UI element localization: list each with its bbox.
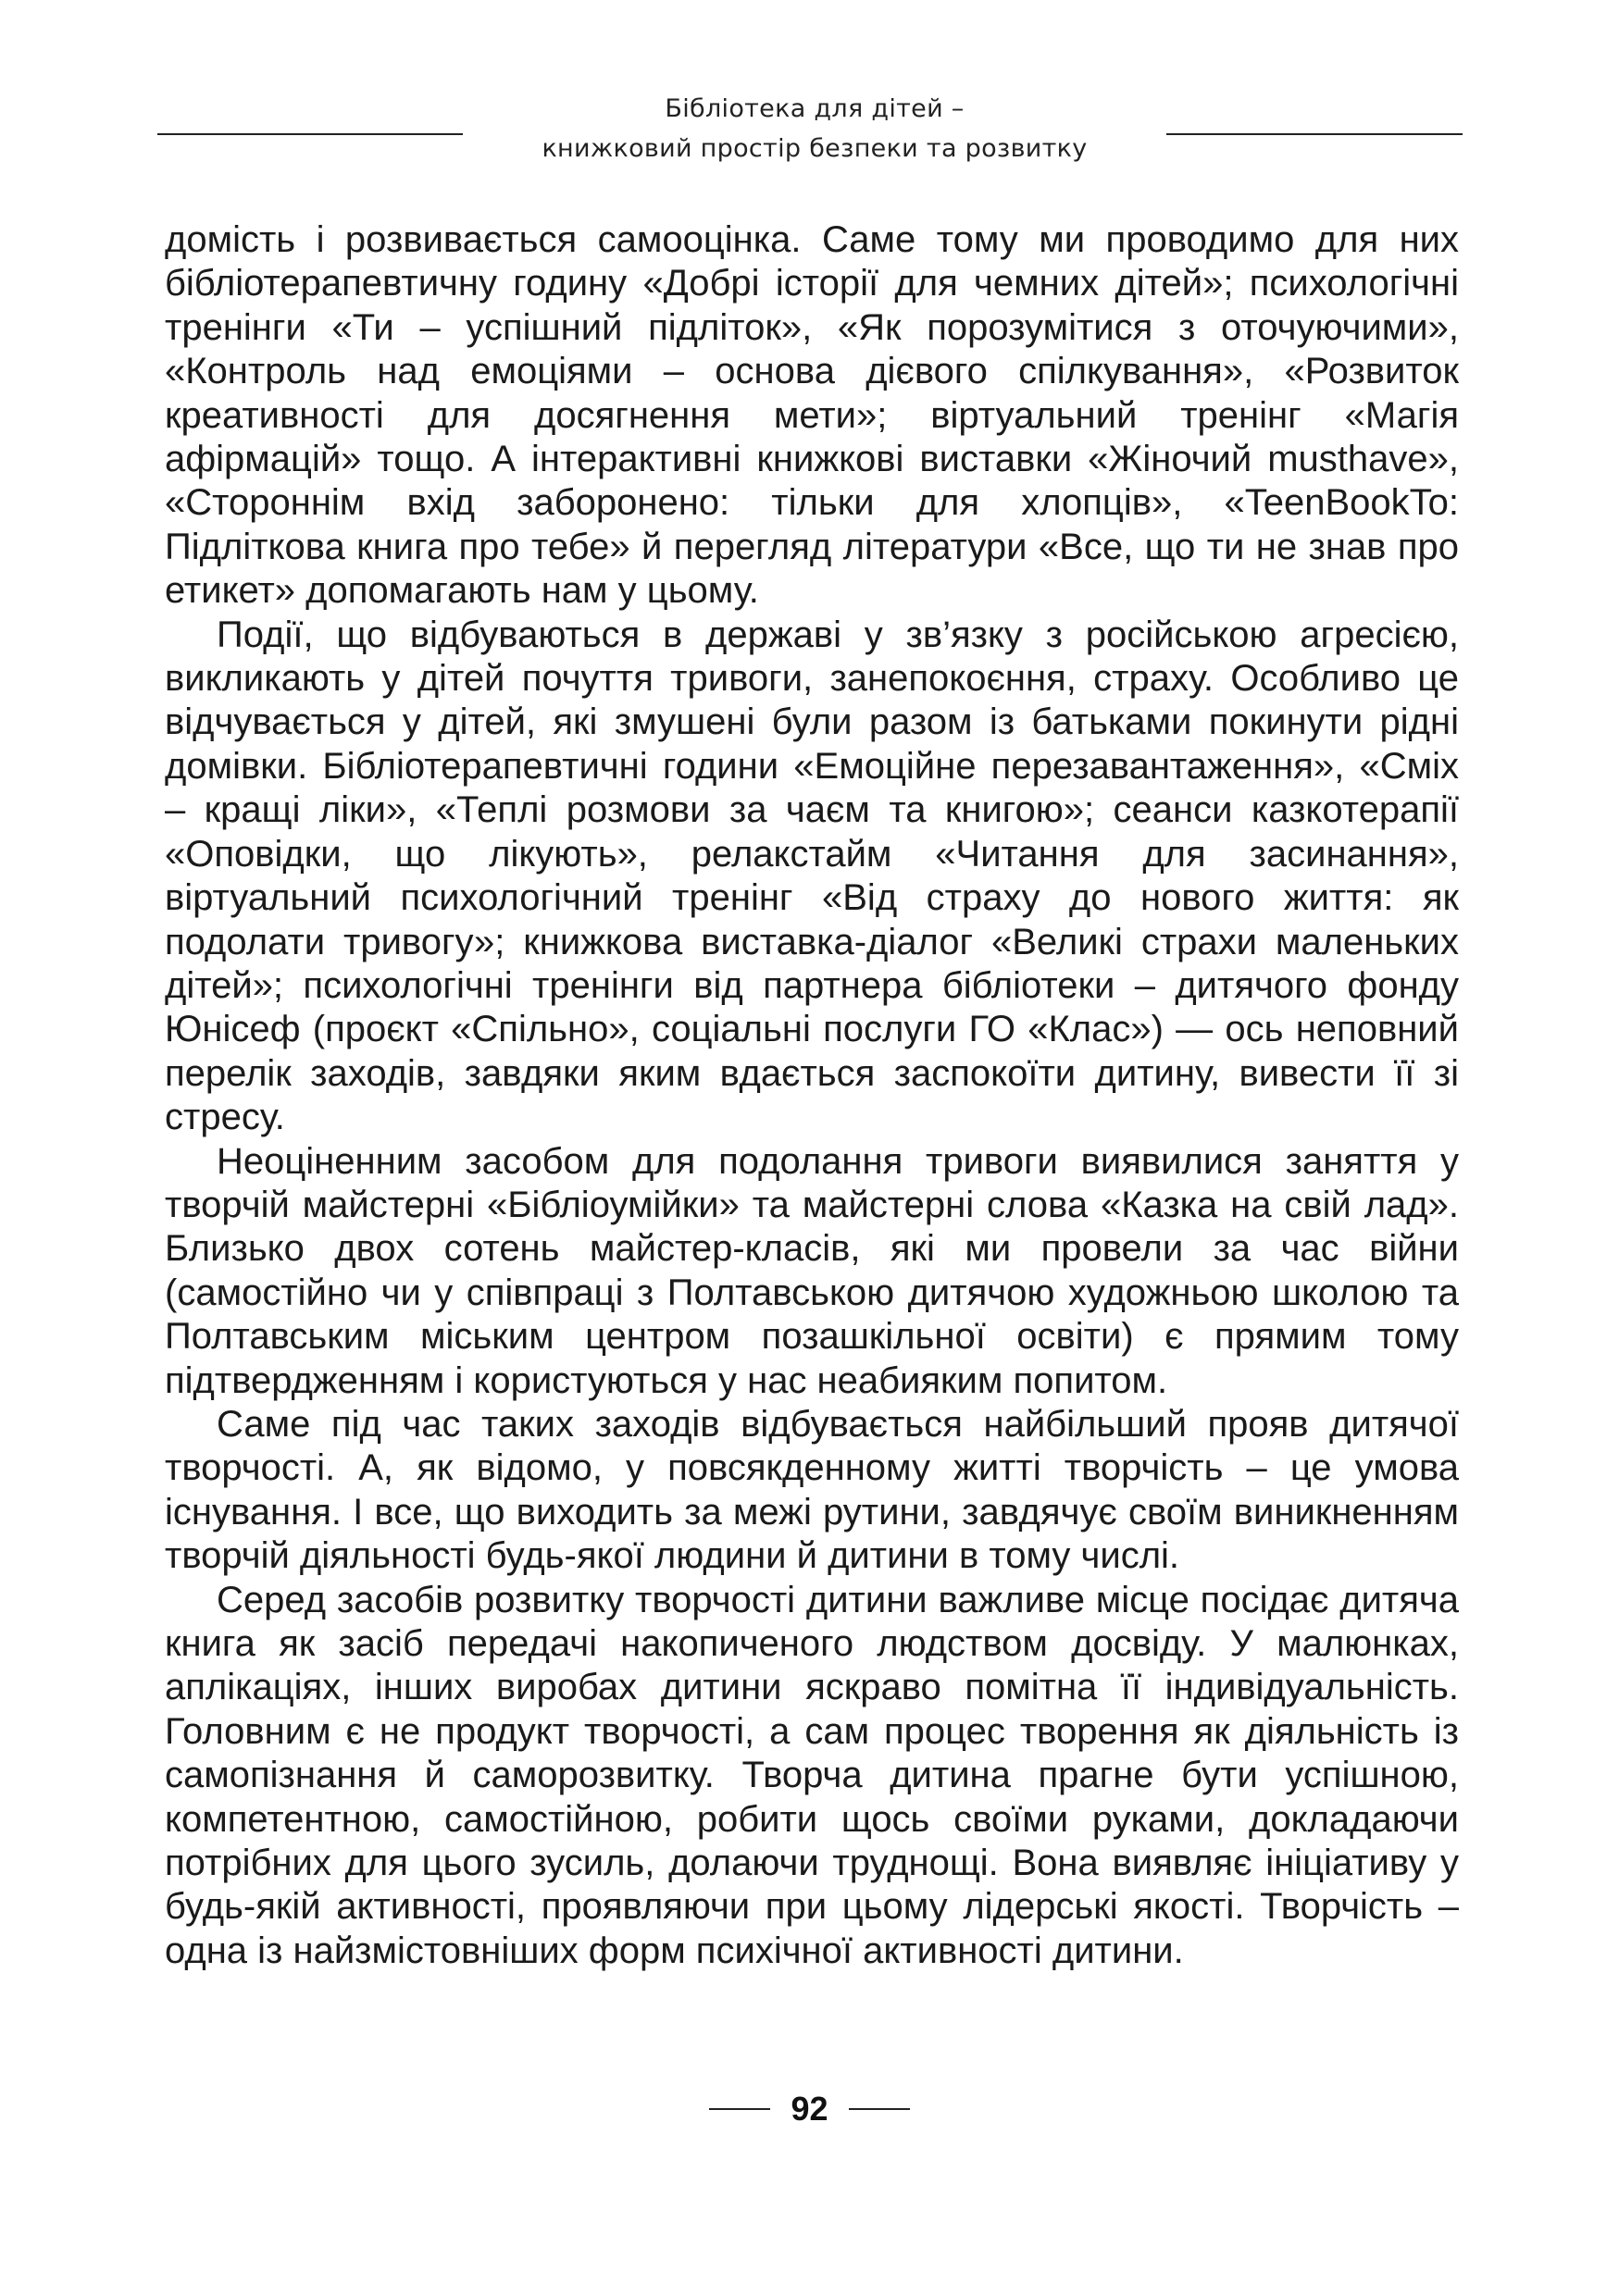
header-rule-right: [1166, 133, 1463, 135]
paragraph-3: Неоціненним засобом для подолання тривоги виявилися заняття у творчій майстерні «Бібліоумійки» та майстерні слова «Казка на свій лад». Близько двох сотень майстер-класів, які ми провели за час війни (самостійно чи у співпраці з Полтавською дитячою художньою школою та Полтавським міським центром позашкільної освіти) є прямим тому підтвердженням і користуються у нас неабияким попитом.: [165, 1140, 1459, 1401]
running-header: [157, 89, 1463, 172]
paragraph-4: Саме під час таких заходів відбувається найбільший прояв дитячої творчості. А, як відомо, у повсякденному житті творчість – це умова існування. І все, що виходить за межі рутини, завдячує своїм виникненням творчій діяльності будь-якої людини й дитини в тому числі.: [165, 1403, 1459, 1577]
header-rule-left: [157, 133, 463, 135]
page-number-rule-left: [709, 2108, 770, 2110]
body-text: [165, 218, 1459, 1973]
header-title-line-1: Бібліотека для дітей –: [665, 94, 965, 123]
paragraph-5: Серед засобів розвитку творчості дитини важливе місце посідає дитяча книга як засіб передачі накопиченого людством досвіду. У малюнках, аплікаціях, інших виробах дитини яскраво помітна її індивідуальність. Головним є не продукт творчості, а сам процес творення як діяльність із самопізнання й саморозвитку. Творча дитина прагне бути успішною, компетентною, самостійною, робити щось своїми руками, докладаючи потрібних для цього зусиль, долаючи труднощі. Вона виявляє ініціативу у будь-якій активності, проявляючи при цьому лідерські якості. Творчість – одна із найзмістовніших форм психічної активності дитини.: [165, 1579, 1459, 1971]
page-footer: [0, 2090, 1619, 2130]
header-title: [463, 89, 1166, 168]
paragraph-2: Події, що відбуваються в державі у зв’язку з російською агресією, викликають у дітей почуття тривоги, занепокоєння, страху. Особливо це відчувається у дітей, які змушені були разом із батьками покинути рідні домівки. Бібліотерапевтичні години «Емоційне перезавантаження», «Сміх – кращі ліки», «Теплі розмови за чаєм та книгою»; сеанси казкотерапії «Оповідки, що лікують», релакстайм «Читання для засинання», віртуальний психологічний тренінг «Від страху до нового життя: як подолати тривогу»; книжкова виставка-діалог «Великі страхи маленьких дітей»; психологічні тренінги від партнера бібліотеки – дитячого фонду Юнісеф (проєкт «Спільно», соціальні послуги ГО «Клас») — ось неповний перелік заходів, завдяки яким вдається заспокоїти дитину, вивести її зі стресу.: [165, 614, 1459, 1138]
paragraph-1: домість і розвивається самооцінка. Саме тому ми проводимо для них бібліотерапевтичну годину «Добрі історії для чемних дітей»; психологічні тренінги «Ти – успішний підліток», «Як порозумітися з оточуючими», «Контроль над емоціями – основа дієвого спілкування», «Розвиток креативності для досягнення мети»; віртуальний тренінг «Магія афірмацій» тощо. А інтерактивні книжкові виставки «Жіночий musthave», «Стороннім вхід заборонено: тільки для хлопців», «TeenBookTo: Підліткова книга про тебе» й перегляд літератури «Все, що ти не знав про етикет» допомагають нам у цьому.: [165, 219, 1459, 612]
header-title-line-2: книжковий простір безпеки та розвитку: [542, 134, 1088, 163]
page-number-rule-right: [849, 2108, 910, 2110]
page-number: 92: [791, 2090, 828, 2128]
